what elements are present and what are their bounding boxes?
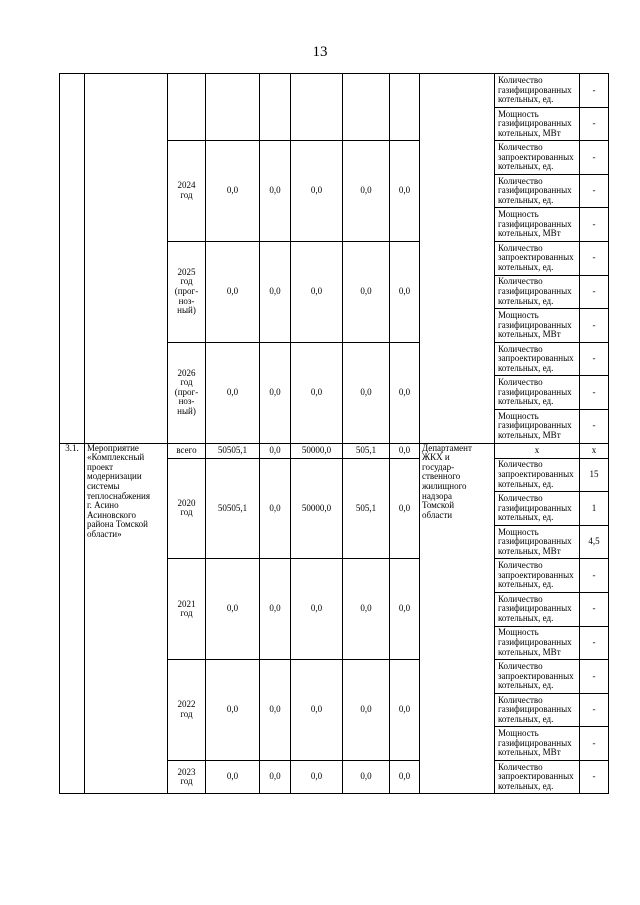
indicator-name: Количество газифицированных котельных, ед.	[495, 275, 580, 309]
program-table	[59, 73, 609, 794]
indicator-value: 4,5	[580, 525, 609, 559]
amount-other: 0,0	[390, 241, 420, 342]
indicator-value: -	[580, 592, 609, 626]
amount-other: 0,0	[390, 760, 420, 794]
indicator-name: Количество газифицированных котельных, ед.	[495, 74, 580, 108]
year-cell: 2023 год	[168, 760, 206, 794]
indicator-value: -	[580, 107, 609, 141]
year-cell: всего	[168, 443, 206, 458]
amount-total: 0,0	[206, 559, 260, 660]
amount-local: 0,0	[343, 241, 390, 342]
amount-regional: 0,0	[291, 342, 343, 443]
indicator-value: -	[580, 559, 609, 593]
indicator-value: -	[580, 174, 609, 208]
indicator-name: Мощность газифицированных котельных, МВт	[495, 626, 580, 660]
amount-local: 505,1	[343, 458, 390, 559]
indicator-value: x	[580, 443, 609, 458]
amount-federal: 0,0	[260, 241, 291, 342]
amount-regional: 0,0	[291, 559, 343, 660]
indicator-name: Количество запроектированных котельных, ед.	[495, 241, 580, 275]
amount-regional: 50000,0	[291, 443, 343, 458]
indicator-name: x	[495, 443, 580, 458]
amount-regional: 0,0	[291, 141, 343, 242]
indicator-value: -	[580, 309, 609, 343]
indicator-name: Количество запроектированных котельных, ед.	[495, 760, 580, 794]
amount-federal: 0,0	[260, 458, 291, 559]
indicator-value: -	[580, 241, 609, 275]
amount-total: 0,0	[206, 660, 260, 761]
amount-regional: 0,0	[291, 760, 343, 794]
cell-empty	[291, 74, 343, 141]
amount-other: 0,0	[390, 559, 420, 660]
indicator-value: -	[580, 660, 609, 694]
amount-regional: 50000,0	[291, 458, 343, 559]
amount-total: 0,0	[206, 241, 260, 342]
indicator-name: Мощность газифицированных котельных, МВт	[495, 107, 580, 141]
indicator-value: -	[580, 409, 609, 443]
year-cell: 2024 год	[168, 141, 206, 242]
amount-total: 0,0	[206, 342, 260, 443]
amount-federal: 0,0	[260, 559, 291, 660]
indicator-name: Количество запроектированных котельных, ед.	[495, 141, 580, 175]
cell-empty	[60, 74, 85, 444]
indicator-value: 1	[580, 492, 609, 526]
indicator-value: -	[580, 727, 609, 761]
table-row	[60, 74, 609, 108]
indicator-value: -	[580, 208, 609, 242]
amount-federal: 0,0	[260, 660, 291, 761]
cell-empty	[85, 74, 168, 444]
amount-regional: 0,0	[291, 660, 343, 761]
indicator-name: Мощность газифицированных котельных, МВт	[495, 525, 580, 559]
amount-other: 0,0	[390, 458, 420, 559]
amount-total: 0,0	[206, 141, 260, 242]
amount-federal: 0,0	[260, 342, 291, 443]
amount-federal: 0,0	[260, 141, 291, 242]
amount-local: 505,1	[343, 443, 390, 458]
indicator-name: Количество запроектированных котельных, ед.	[495, 559, 580, 593]
indicator-name: Мощность газифицированных котельных, МВт	[495, 409, 580, 443]
year-cell: 2025 год (прог- ноз- ный)	[168, 241, 206, 342]
item-number: 3.1.	[60, 443, 85, 794]
amount-total: 50505,1	[206, 443, 260, 458]
amount-local: 0,0	[343, 660, 390, 761]
indicator-value: -	[580, 376, 609, 410]
amount-regional: 0,0	[291, 241, 343, 342]
amount-other: 0,0	[390, 342, 420, 443]
indicator-name: Количество газифицированных котельных, ед.	[495, 592, 580, 626]
cell-empty	[390, 74, 420, 141]
year-cell: 2026 год (прог- ноз- ный)	[168, 342, 206, 443]
indicator-name: Количество газифицированных котельных, ед.	[495, 492, 580, 526]
amount-total: 0,0	[206, 760, 260, 794]
indicator-value: 15	[580, 458, 609, 492]
indicator-name: Количество газифицированных котельных, ед.	[495, 376, 580, 410]
indicator-name: Мощность газифицированных котельных, МВт	[495, 727, 580, 761]
year-cell: 2022 год	[168, 660, 206, 761]
amount-local: 0,0	[343, 559, 390, 660]
year-cell: 2020 год	[168, 458, 206, 559]
amount-local: 0,0	[343, 342, 390, 443]
amount-local: 0,0	[343, 141, 390, 242]
item-name: Мероприятие «Комплексный проект модернизации системы теплоснабжения г. Асино Асиновского района Томской области»	[85, 443, 168, 794]
amount-other: 0,0	[390, 660, 420, 761]
year-cell: 2021 год	[168, 559, 206, 660]
indicator-value: -	[580, 760, 609, 794]
cell-empty	[168, 74, 206, 141]
indicator-name: Мощность газифицированных котельных, МВт	[495, 309, 580, 343]
indicator-name: Количество запроектированных котельных, ед.	[495, 660, 580, 694]
amount-federal: 0,0	[260, 443, 291, 458]
amount-federal: 0,0	[260, 760, 291, 794]
page-number: 13	[312, 44, 328, 60]
indicator-name: Количество газифицированных котельных, ед.	[495, 693, 580, 727]
indicator-name: Мощность газифицированных котельных, МВт	[495, 208, 580, 242]
indicator-name: Количество газифицированных котельных, ед.	[495, 174, 580, 208]
amount-other: 0,0	[390, 141, 420, 242]
amount-local: 0,0	[343, 760, 390, 794]
cell-empty	[420, 74, 495, 444]
indicator-name: Количество запроектированных котельных, ед.	[495, 458, 580, 492]
cell-empty	[260, 74, 291, 141]
executor: Департамент ЖКХ и государ- ственного жилищного надзора Томской области	[420, 443, 495, 794]
cell-empty	[206, 74, 260, 141]
amount-other: 0,0	[390, 443, 420, 458]
indicator-value: -	[580, 342, 609, 376]
indicator-value: -	[580, 626, 609, 660]
cell-empty	[343, 74, 390, 141]
indicator-value: -	[580, 141, 609, 175]
table-row	[60, 443, 609, 458]
indicator-name: Количество запроектированных котельных, ед.	[495, 342, 580, 376]
amount-total: 50505,1	[206, 458, 260, 559]
indicator-value: -	[580, 74, 609, 108]
indicator-value: -	[580, 275, 609, 309]
indicator-value: -	[580, 693, 609, 727]
